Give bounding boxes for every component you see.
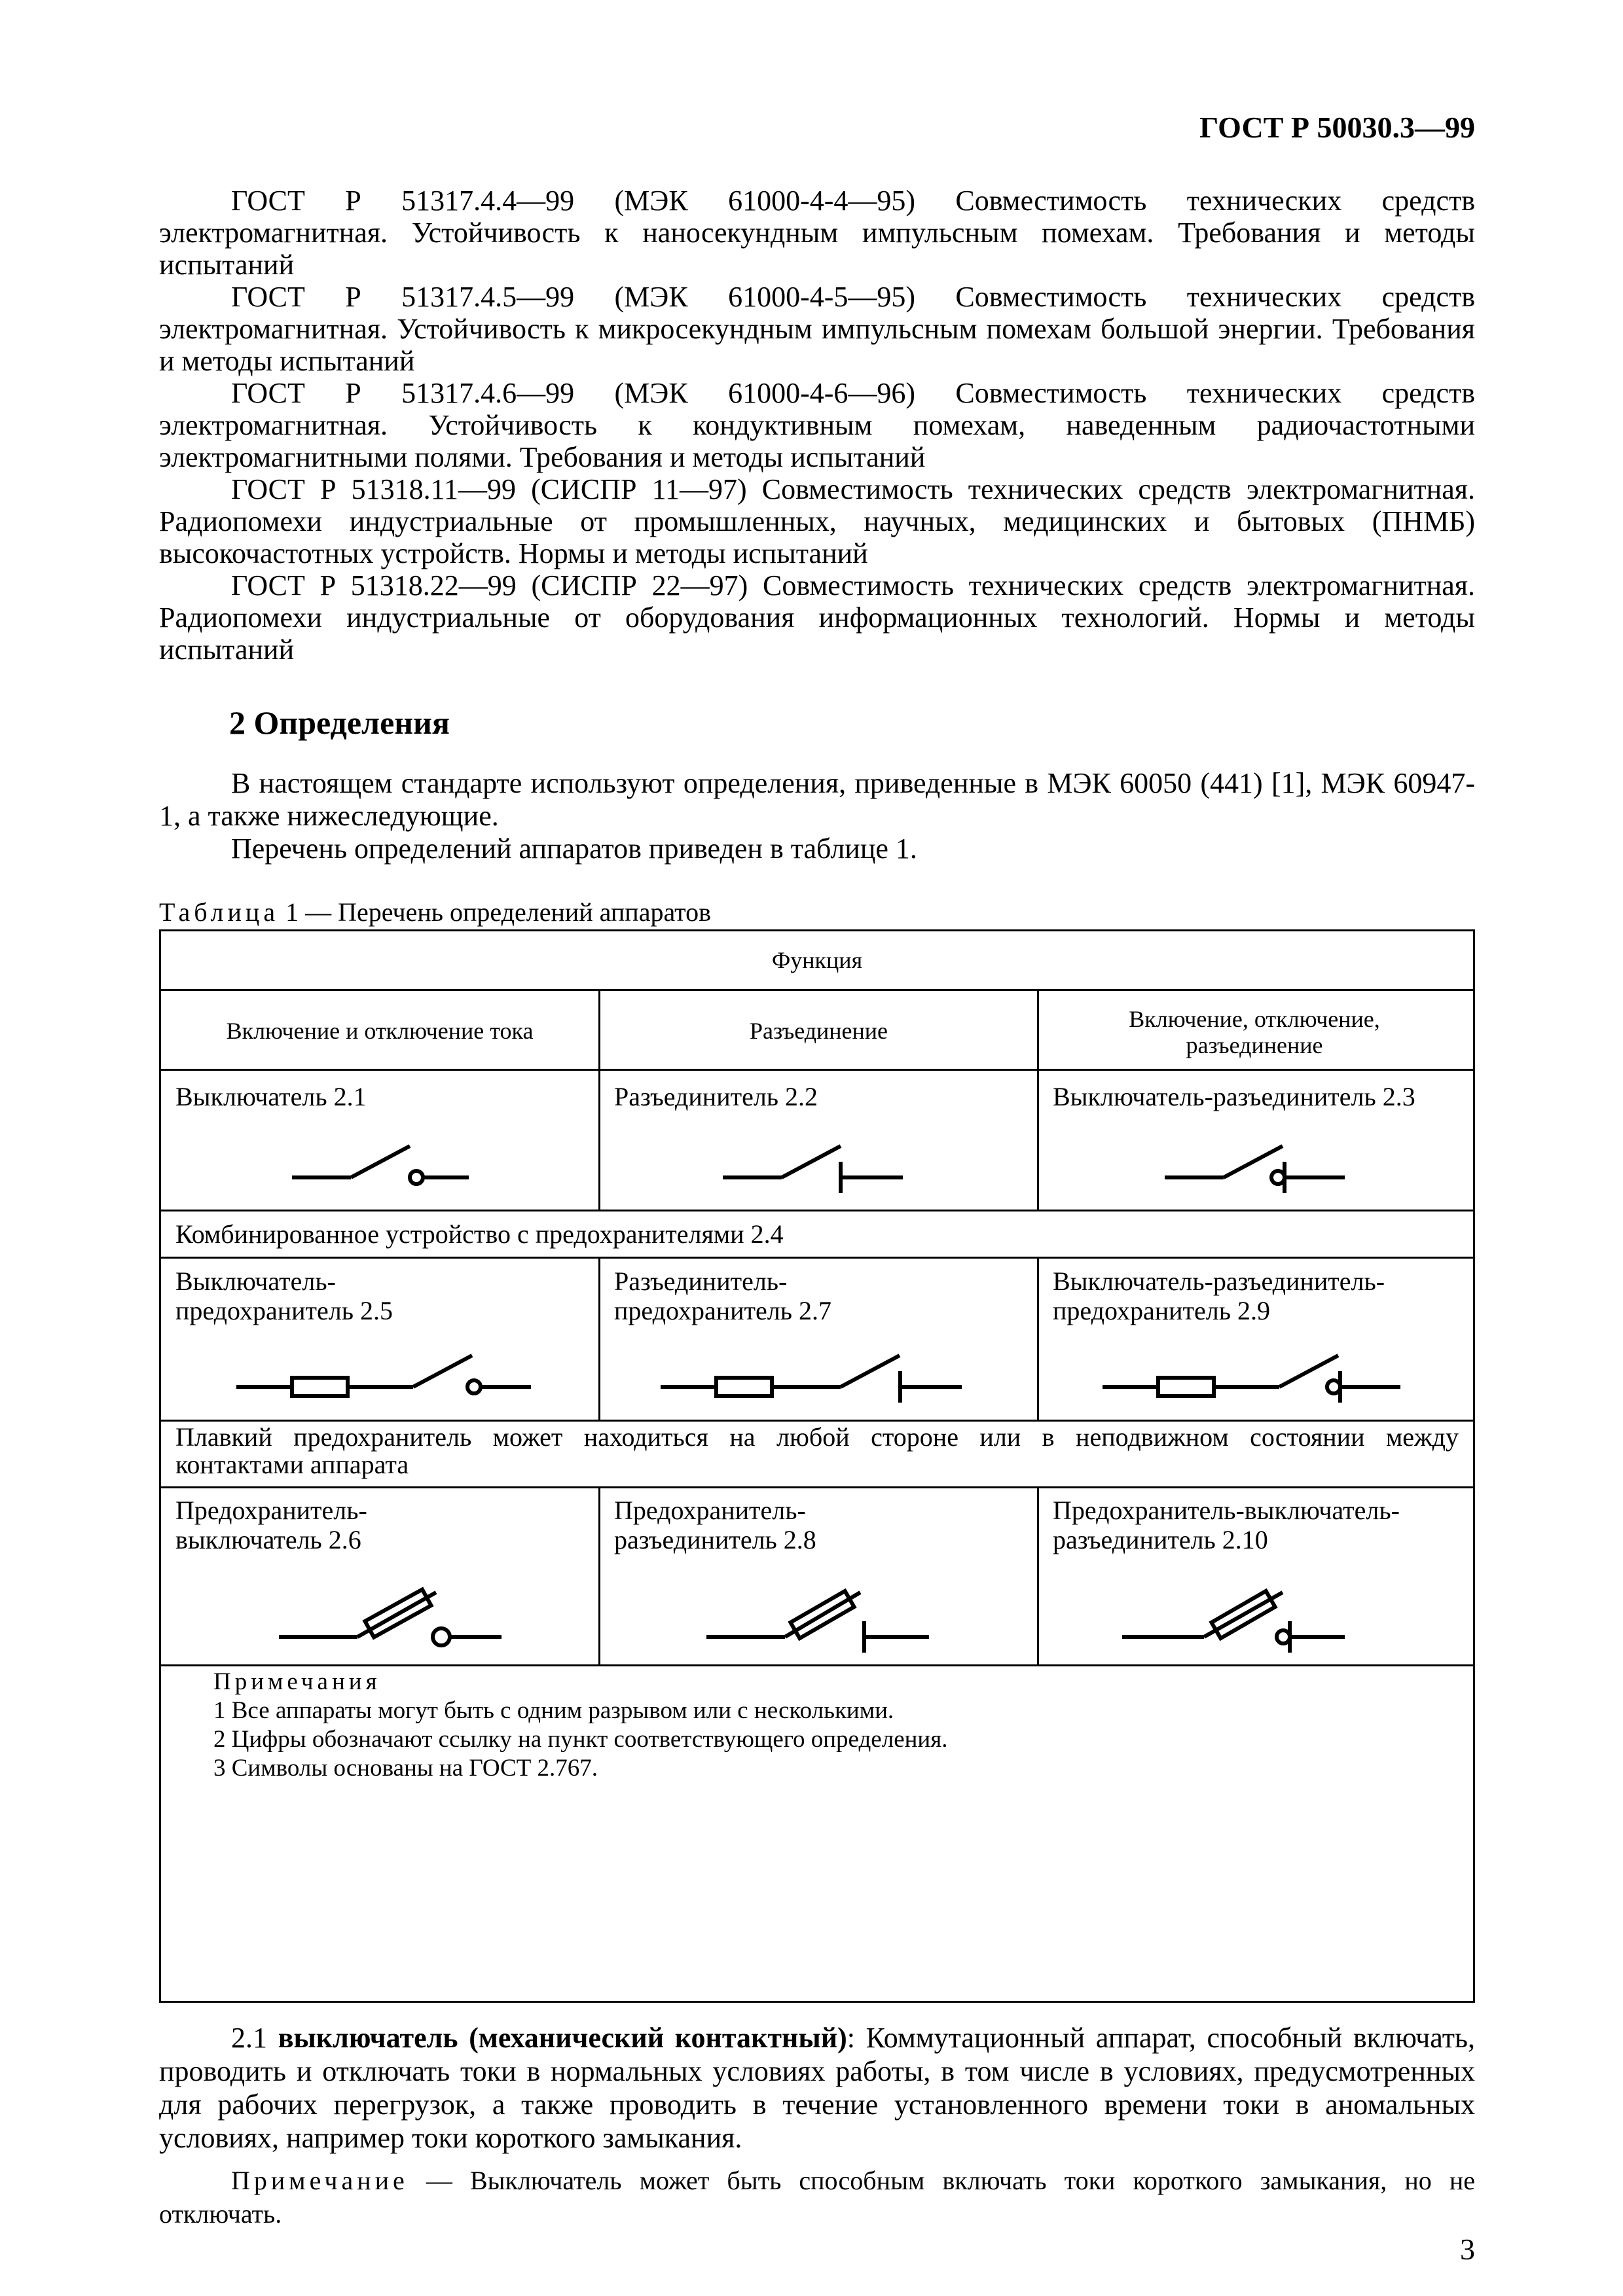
- note-item: 2 Цифры обозначают ссылку на пункт соответствующего определения.: [213, 1726, 948, 1753]
- intro-paragraph: В настоящем стандарте используют определения, приведенные в МЭК 60050 (441) [1], МЭК 60947-1, а также нижеследующие.: [159, 767, 1475, 832]
- function-header: Функция: [771, 947, 863, 973]
- table-caption-label: Таблица: [159, 897, 280, 927]
- combined-devices-label: Комбинированное устройство с предохранителями 2.4: [175, 1219, 784, 1249]
- definition-note-text: — Выключатель может быть способным включать токи короткого замыкания, но не отключать.: [159, 2166, 1475, 2229]
- cell-line: Выключатель-: [175, 1266, 336, 1296]
- note-item: 1 Все аппараты могут быть с одним разрывом или с несколькими.: [213, 1697, 894, 1724]
- switch-symbol: [161, 1128, 598, 1206]
- fuse-switch-disconnector-symbol: [1037, 1558, 1474, 1657]
- note-item: 3 Символы основаны на ГОСТ 2.767.: [213, 1755, 598, 1782]
- definition-term: выключатель (механический контактный): [278, 2022, 847, 2054]
- definition-note-label: Примечание: [231, 2166, 409, 2195]
- table-rule: [161, 1257, 1473, 1259]
- table-caption: [159, 897, 711, 927]
- table-caption-text: 1 — Перечень определений аппаратов: [279, 897, 712, 927]
- cell-line: Выключатель-разъединитель-: [1053, 1266, 1385, 1296]
- references-list: [159, 185, 1475, 666]
- column-header-switching: Включение и отключение тока: [226, 1018, 534, 1044]
- table-notes: [213, 1668, 948, 1783]
- table-rule: [161, 1486, 1473, 1488]
- cell-switch-disconnector: Выключатель-разъединитель 2.3: [1053, 1082, 1415, 1111]
- fuse-disconnector-symbol: [598, 1558, 1036, 1657]
- reference-item: ГОСТ Р 51317.4.4—99 (МЭК 61000-4-4—95) Совместимость технических средств электромагнитная. Устойчивость к наносекундным импульсным помехам. Требования и методы испытаний: [159, 185, 1475, 281]
- switch-fuse-symbol: [161, 1337, 598, 1416]
- definition-note: [159, 2164, 1475, 2231]
- definition-paragraph: [159, 2021, 1475, 2155]
- cell-switch-disconnector-fuse: [1053, 1266, 1385, 1325]
- switch-disconnector-symbol: [1037, 1128, 1474, 1206]
- cell-switch: Выключатель 2.1: [175, 1082, 367, 1111]
- document-id: ГОСТ Р 50030.3—99: [1199, 111, 1475, 144]
- table-rule: [161, 989, 1473, 991]
- definition-block: [159, 2021, 1475, 2231]
- cell-line: выключатель 2.6: [175, 1525, 361, 1554]
- cell-line: разъединитель 2.8: [614, 1525, 816, 1554]
- cell-disconnector-fuse: [614, 1266, 831, 1325]
- definition-text: : Коммутационный аппарат, способный включать, проводить и отключать токи в нормальных условиях работы, в том числе в условиях, предусмотренных для рабочих перегрузок, а также проводить в течение установленного времени токи в аномальных условиях, например токи короткого замыкания.: [159, 2022, 1475, 2154]
- table-rule: [161, 1420, 1473, 1422]
- table-rule: [161, 1069, 1473, 1071]
- cell-fuse-switch-disconnector: [1053, 1496, 1400, 1554]
- cell-fuse-switch: [175, 1496, 367, 1554]
- table-rule: [161, 1210, 1473, 1211]
- reference-item: ГОСТ Р 51317.4.6—99 (МЭК 61000-4-6—96) Совместимость технических средств электромагнитная. Устойчивость к кондуктивным помехам, наведенным радиочастотными электромагнитными полями. Требования и методы испытаний: [159, 377, 1475, 473]
- fuse-position-note: [175, 1424, 1459, 1479]
- notes-title: Примечания: [213, 1668, 381, 1695]
- table-rule: [161, 1664, 1473, 1666]
- column-header-combined: Включение, отключение, разъединение: [1129, 1006, 1380, 1058]
- section-title: 2 Определения: [229, 704, 450, 741]
- fuse-switch-symbol: [161, 1558, 598, 1657]
- reference-item: ГОСТ Р 51318.11—99 (СИСПР 11—97) Совместимость технических средств электромагнитная. Радиопомехи индустриальные от промышленных, научных, медицинских и бытовых (ПНМБ) высокочастотных устройств. Нормы и методы испытаний: [159, 473, 1475, 569]
- cell-switch-fuse: [175, 1266, 393, 1325]
- devices-table: [159, 929, 1475, 2003]
- cell-line: предохранитель 2.5: [175, 1296, 393, 1325]
- page-number: 3: [1460, 2233, 1475, 2266]
- reference-item: ГОСТ Р 51318.22—99 (СИСПР 22—97) Совместимость технических средств электромагнитная. Радиопомехи индустриальные от оборудования информационных технологий. Нормы и методы испытаний: [159, 569, 1475, 666]
- section-intro: [159, 767, 1475, 865]
- fuse-note-line: контактами аппарата: [175, 1450, 409, 1479]
- fuse-note-line: Плавкий предохранитель может находиться на любой стороне или в неподвижном состоянии между: [175, 1422, 1459, 1452]
- cell-line: предохранитель 2.9: [1053, 1296, 1270, 1325]
- cell-line: предохранитель 2.7: [614, 1296, 831, 1325]
- definition-number: 2.1: [231, 2022, 278, 2054]
- cell-line: разъединитель 2.10: [1053, 1525, 1268, 1554]
- cell-line: Предохранитель-: [614, 1496, 806, 1525]
- intro-paragraph: Перечень определений аппаратов приведен в таблице 1.: [231, 833, 917, 865]
- column-header-isolation: Разъединение: [749, 1018, 888, 1044]
- cell-line: Предохранитель-: [175, 1496, 367, 1525]
- switch-disconnector-fuse-symbol: [1037, 1337, 1474, 1416]
- cell-line: Предохранитель-выключатель-: [1053, 1496, 1400, 1525]
- cell-line: Разъединитель-: [614, 1266, 788, 1296]
- cell-fuse-disconnector: [614, 1496, 816, 1554]
- disconnector-symbol: [598, 1128, 1036, 1206]
- reference-item: ГОСТ Р 51317.4.5—99 (МЭК 61000-4-5—95) Совместимость технических средств электромагнитная. Устойчивость к микросекундным импульсным помехам большой энергии. Требования и методы испытаний: [159, 281, 1475, 377]
- disconnector-fuse-symbol: [598, 1337, 1036, 1416]
- cell-disconnector: Разъединитель 2.2: [614, 1082, 818, 1111]
